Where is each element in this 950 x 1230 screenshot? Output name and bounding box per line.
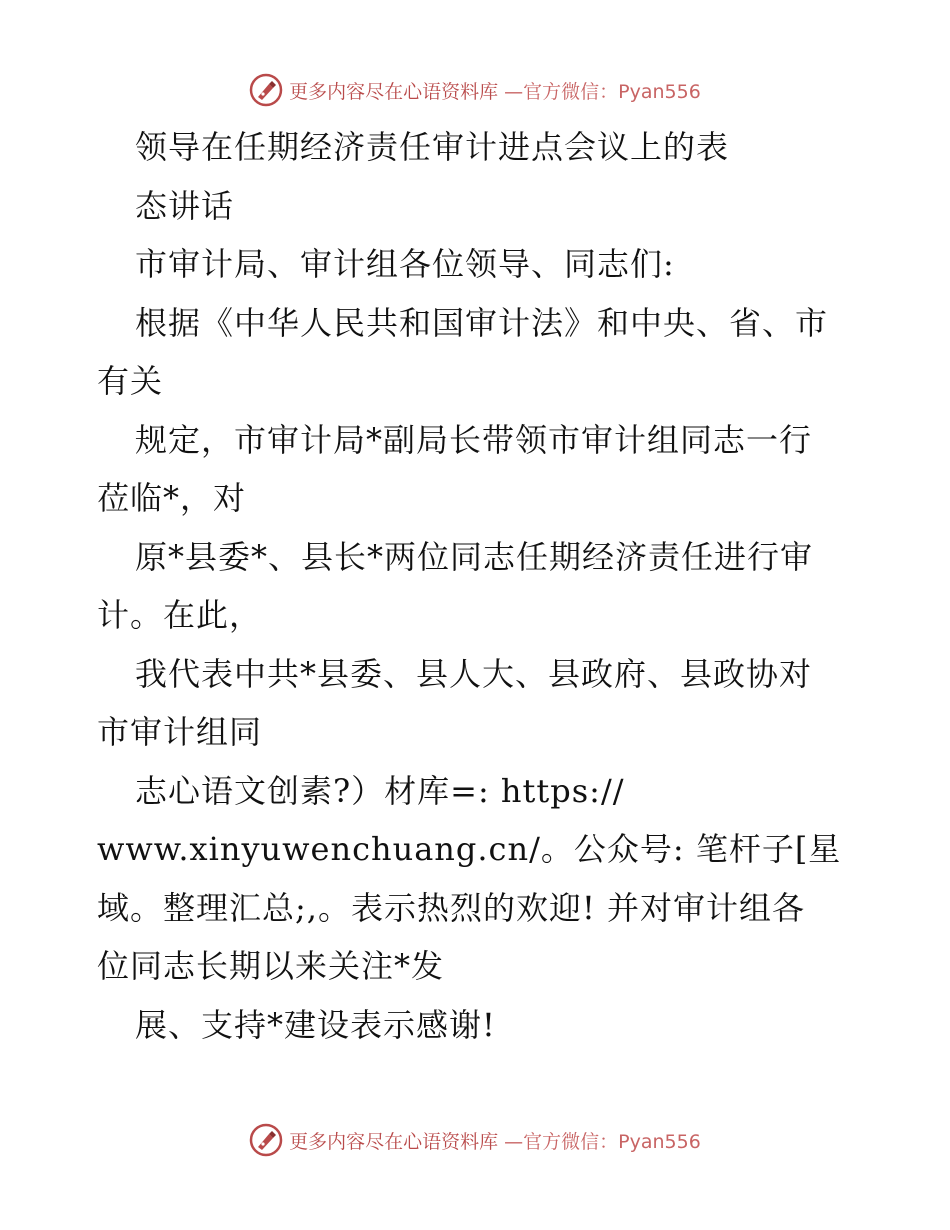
text-line: 有关 [97, 362, 164, 400]
text-line: www.xinyuwenchuang.cn/。公众号: 笔杆子[星 [97, 830, 842, 868]
text-line: 莅临*，对 [97, 479, 247, 517]
text-line: 计。在此， [97, 596, 263, 634]
pen-nib-icon [249, 1123, 283, 1157]
text-line: 规定，市审计局*副局长带领市审计组同志一行 [135, 420, 813, 459]
footer-site-text: 更多内容尽在心语资料库 [289, 1130, 499, 1153]
text-line: 市审计局、审计组各位领导、同志们: [135, 245, 675, 283]
text-line: 我代表中共*县委、县人大、县政府、县政协对 [135, 654, 813, 693]
text-line: 市审计组同 [97, 713, 263, 751]
header-banner [0, 70, 950, 110]
text-line: 态讲话 [135, 186, 235, 225]
text-line: 志心语文创素?）材库=: https:// [135, 771, 625, 810]
text-line: 域。整理汇总;,。表示热烈的欢迎! 并对审计组各 [97, 888, 805, 927]
document-body [97, 118, 867, 1054]
text-line: 领导在任期经济责任审计进点会议上的表 [135, 128, 730, 166]
text-line: 展、支持*建设表示感谢! [135, 1005, 496, 1044]
pen-nib-icon [249, 73, 283, 107]
text-line: 位同志长期以来关注*发 [97, 947, 445, 985]
header-wechat-text: —官方微信：Pyan556 [504, 80, 701, 103]
footer-banner [0, 1120, 950, 1160]
footer-wechat-text: —官方微信：Pyan556 [504, 1130, 701, 1153]
text-line: 根据《中华人民共和国审计法》和中央、省、市 [135, 303, 829, 342]
header-site-text: 更多内容尽在心语资料库 [289, 80, 499, 103]
text-line: 原*县委*、县长*两位同志任期经济责任进行审 [135, 537, 814, 576]
